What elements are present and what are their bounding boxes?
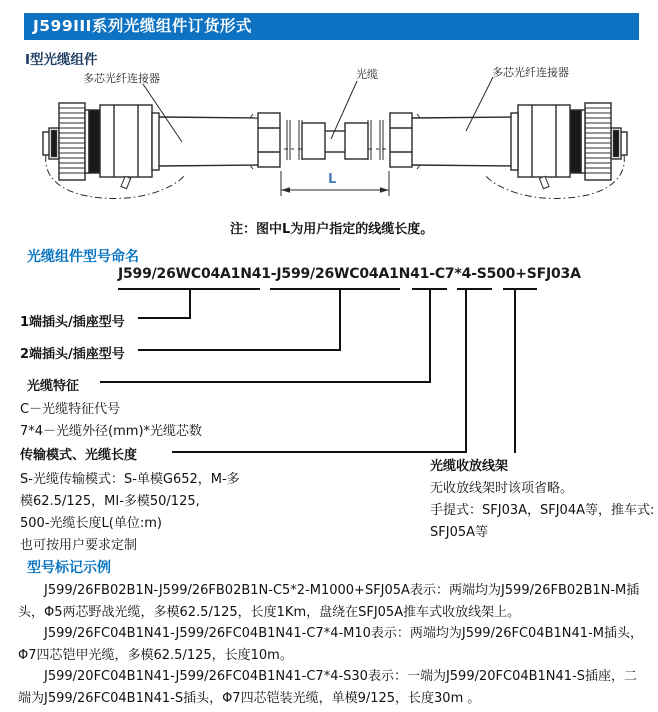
- cable-feature-line-1: C－光缆特征代号: [20, 402, 121, 417]
- callout-cable-feature-label: 光缆特征: [27, 379, 80, 394]
- callout-end1-label: 1端插头/插座型号: [20, 315, 125, 330]
- mode-length-line-2: 模62.5/125，MI-多模50/125,: [20, 494, 200, 509]
- cable-assembly-diagram: [35, 65, 645, 217]
- reel-line-2: 手提式：SFJ03A，SFJ04A等，推车式:: [430, 503, 655, 518]
- cable-feature-line-2: 7*4－光缆外径(mm)*光缆芯数: [20, 424, 203, 439]
- left-connector-label: 多芯光纤连接器: [83, 72, 160, 85]
- callout-mode-length-label: 传输模式、光缆长度: [20, 448, 138, 463]
- mode-length-line-3: 500-光缆长度L(单位:m): [20, 516, 162, 531]
- reel-line-3: SFJ05A等: [430, 525, 488, 540]
- mode-length-line-4: 也可按用户要求定制: [20, 538, 138, 553]
- right-connector-label: 多芯光纤连接器: [492, 66, 569, 79]
- model-number: J599/26WC04A1N41-J599/26WC04A1N41-C7*4-S500+SFJ03A: [118, 266, 581, 282]
- reel-line-1: 无收放线架时该项省略。: [430, 481, 574, 496]
- cable-length-dimension-label: L: [328, 172, 337, 187]
- section-heading-type: I型光缆组件: [25, 52, 98, 68]
- example-paragraph-1: J599/26FB02B1N-J599/26FB02B1N-C5*2-M1000+SFJ05A表示：两端均为J599/26FB02B1N-M插头，Φ5两芯野战光缆，多模62.5/125，长度1Km，盘绕在SFJ05A推车式收放线架上。: [18, 583, 640, 620]
- example-paragraph-2: J599/26FC04B1N41-J599/26FC04B1N41-C7*4-M10表示：两端均为J599/26FC04B1N41-M插头，Φ7四芯铠甲光缆，多模62.5/125，长度10m。: [18, 626, 643, 663]
- callout-end2-label: 2端插头/插座型号: [20, 347, 125, 362]
- section-heading-naming: 光缆组件型号命名: [27, 249, 139, 265]
- example-paragraph-3: J599/20FC04B1N41-J599/26FC04B1N41-C7*4-S30表示：一端为J599/20FC04B1N41-S插座，二端为J599/26FC04B1N41-S插头，Φ7四芯铠装光缆，单模9/125，长度30m 。: [18, 669, 638, 706]
- cable-label: 光缆: [356, 68, 378, 81]
- section-heading-examples: 型号标记示例: [27, 560, 111, 576]
- example-paragraphs: [18, 580, 644, 709]
- callout-reel-label: 光缆收放线架: [430, 459, 509, 474]
- diagram-note: 注：图中L为用户指定的线缆长度。: [230, 222, 434, 237]
- mode-length-line-1: S-光缆传输模式：S-单模G652，M-多: [20, 472, 240, 487]
- page-title: J599III系列光缆组件订货形式: [24, 13, 639, 40]
